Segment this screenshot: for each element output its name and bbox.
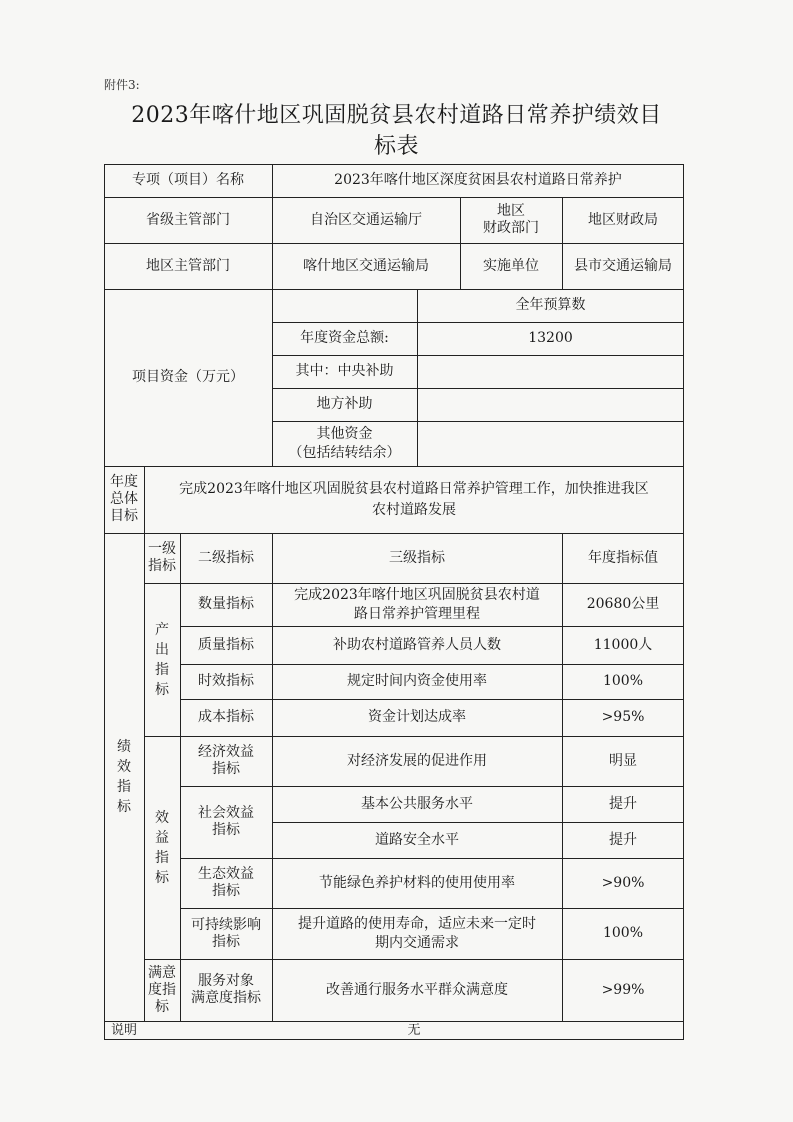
economic-indicator-value: 明显 [609,752,637,769]
funds-other-value [417,421,684,466]
funds-other-label: 其他资金 （包括结转结余） [288,425,401,461]
implementing-unit-value: 县市交通运输局 [574,257,672,274]
annual-goal-label: 年度 总体 目标 [110,474,138,524]
service-satisfaction-desc: 改善通行服务水平群众满意度 [326,981,508,998]
cost-indicator-desc: 资金计划达成率 [368,709,466,725]
social-road-safety-desc: 道路安全水平 [375,831,459,848]
provincial-dept-value: 自治区交通运输厅 [310,211,422,228]
annual-budget-header: 全年预算数 [515,297,586,313]
cost-indicator-value: >95% [601,709,645,725]
social-public-service-desc: 基本公共服务水平 [361,795,473,812]
economic-indicator-desc: 对经济发展的促进作用 [347,752,487,769]
quantity-indicator-label: 数量指标 [198,596,254,612]
prefecture-finance-value: 地区财政局 [588,211,658,228]
quality-indicator-label: 质量指标 [198,636,254,653]
service-satisfaction-value: >99% [601,981,645,998]
economic-indicator-label: 经济效益 指标 [198,744,254,777]
performance-indicators-label: 绩 效 指 标 [117,739,131,815]
sustainable-indicator-desc: 提升道路的使用寿命，适应未来一定时 期内交通需求 [298,915,536,951]
ecological-indicator-label: 生态效益 指标 [198,866,254,899]
annual-value-header: 年度指标值 [588,549,658,566]
project-funds-label: 项目资金（万元） [132,369,244,385]
project-name-label: 专项（项目）名称 [132,172,244,188]
funds-local-label: 地方补助 [316,396,373,412]
quality-indicator-desc: 补助农村道路管养人员人数 [333,636,501,653]
funds-central-label: 其中：中央补助 [295,363,394,379]
note-value: 无 [407,1022,421,1038]
funds-total-label: 年度资金总额: [300,330,389,346]
service-satisfaction-label: 服务对象 满意度指标 [191,973,261,1006]
quantity-indicator-desc: 完成2023年喀什地区巩固脱贫县农村道 路日常养护管理里程 [294,586,540,622]
quality-indicator-value: 11000人 [593,636,653,653]
satisfaction-indicators-label: 满意 度指 标 [148,964,176,1015]
timeliness-indicator-label: 时效指标 [198,673,254,689]
level1-header: 一级 指标 [148,541,176,574]
provincial-dept-label: 省级主管部门 [146,211,230,228]
cost-indicator-label: 成本指标 [198,709,254,725]
prefecture-dept-label: 地区主管部门 [146,257,230,274]
implementing-unit-label: 实施单位 [483,257,539,274]
ecological-indicator-desc: 节能绿色养护材料的使用使用率 [319,874,515,891]
funds-local-value [417,388,684,421]
level3-header: 三级指标 [389,549,445,566]
prefecture-finance-label: 地区 财政部门 [483,203,539,236]
benefit-indicators-label: 效 益 指 标 [155,809,169,886]
social-indicator-label: 社会效益 指标 [198,805,254,838]
sustainable-indicator-value: 100% [602,925,644,941]
funds-central-value [417,355,684,388]
ecological-indicator-value: >90% [601,874,645,891]
sustainable-indicator-label: 可持续影响 指标 [191,916,261,950]
attachment-label: 附件3: [104,78,140,92]
social-public-service-value: 提升 [609,795,637,812]
performance-table [104,164,684,1040]
social-road-safety-value: 提升 [609,831,637,848]
timeliness-indicator-value: 100% [602,673,644,689]
title-line-1: 2023年喀什地区巩固脱贫县农村道路日常养护绩效目 [131,103,662,128]
funds-total-value: 13200 [528,330,573,346]
note-label: 说明 [110,1022,137,1038]
output-indicators-label: 产 出 指 标 [155,621,169,698]
page-title [100,100,693,162]
prefecture-dept-value: 喀什地区交通运输局 [303,257,429,274]
quantity-indicator-value: 20680公里 [586,596,660,612]
title-line-2: 标表 [373,134,419,159]
project-name-value: 2023年喀什地区深度贫困县农村道路日常养护 [334,172,622,188]
annual-goal-text: 完成2023年喀什地区巩固脱贫县农村道路日常养护管理工作，加快推进我区 农村道路发展 [179,480,649,518]
level2-header: 二级指标 [198,549,254,566]
timeliness-indicator-desc: 规定时间内资金使用率 [347,673,487,689]
